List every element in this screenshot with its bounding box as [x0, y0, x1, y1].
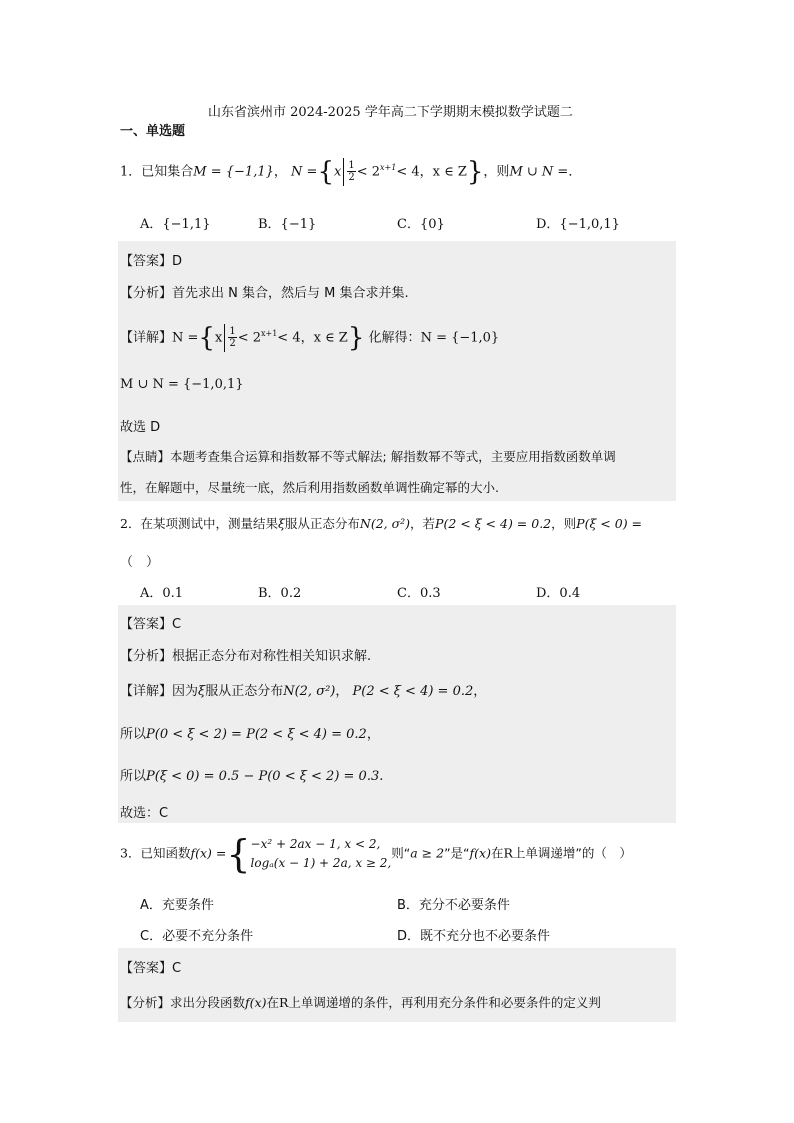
exponent: x+1 — [260, 329, 278, 338]
set-r: R — [503, 845, 513, 861]
option-a: A．{−1,1} — [140, 217, 211, 232]
prob-given: P(2 < ξ < 4) = 0.2 — [352, 684, 474, 699]
stem-text: 在某项测试中，测量结果 — [140, 516, 278, 531]
fraction-half — [347, 160, 355, 183]
frac-den: 2 — [229, 338, 236, 350]
union-line: M ∪ N = {−1,0,1} — [120, 377, 244, 392]
distribution: N(2, σ²) — [359, 516, 411, 531]
ineq-tail: < 4，x ∈ Z — [396, 164, 467, 180]
detail-label: 【详解】 — [120, 684, 173, 699]
stem-text: ，则 — [483, 164, 510, 180]
choose-line: 故选：C — [120, 806, 169, 821]
set-m: M = {−1,1} — [193, 164, 274, 180]
option-a: A．0.1 — [140, 586, 184, 601]
question-number: 2． — [120, 516, 141, 531]
analysis-label: 【分析】 — [120, 649, 173, 664]
function-ref: f(x) — [469, 845, 491, 861]
frac-num: 1 — [348, 160, 355, 172]
frac-den: 2 — [348, 172, 355, 184]
right-brace: } — [466, 156, 484, 187]
section-heading: 一、单选题 — [120, 124, 186, 139]
option-d: D．既不充分也不必要条件 — [397, 929, 551, 944]
stem-text: 在 — [490, 845, 504, 861]
stem-text: 已知集合 — [141, 164, 194, 180]
comment-line-2: 性，在解题中，尽量统一底，然后利用指数函数单调性确定幂的大小. — [120, 480, 499, 495]
zeta: ξ — [198, 684, 206, 699]
stem-text: ”是“ — [444, 845, 470, 861]
equation: P(ξ < 0) = 0.5 − P(0 < ξ < 2) = 0.3. — [146, 769, 384, 784]
comma: ， — [473, 684, 487, 699]
distribution: N(2, σ²) — [283, 684, 336, 699]
piece-1: −x² + 2ax − 1, x < 2, — [250, 837, 381, 851]
detail-line — [120, 680, 486, 699]
detail-text: 服从正态分布 — [205, 684, 284, 699]
function-label: f(x) = — [190, 845, 227, 861]
detail-post: 化解得： — [368, 330, 421, 346]
stem-text: ，若 — [410, 516, 436, 531]
left-brace: { — [317, 156, 334, 187]
answer-label: 【答案】C — [120, 961, 182, 976]
stem-text: 服从正态分布 — [284, 516, 360, 531]
detail-line — [120, 320, 499, 352]
stem-text: ，则 — [551, 516, 577, 531]
option-b: B．0.2 — [258, 586, 302, 601]
comma: ， — [366, 727, 380, 742]
analysis-text: 首先求出 N 集合，然后与 M 集合求并集. — [172, 286, 409, 301]
detail-result: N = {−1,0} — [420, 330, 500, 346]
left-brace: { — [198, 322, 215, 353]
piecewise — [251, 835, 392, 873]
option-d: D．0.4 — [536, 586, 581, 601]
detail-n: N = — [172, 330, 199, 346]
stem-text: 已知函数 — [140, 845, 191, 861]
detail-line-3 — [120, 765, 383, 784]
option-d: D．{−1,0,1} — [536, 217, 620, 232]
option-b: B．{−1} — [258, 217, 317, 232]
choose-line: 故选 D — [120, 420, 161, 435]
question-number: 1． — [120, 164, 142, 180]
question-2-stem — [120, 514, 642, 532]
option-c: C．0.3 — [397, 586, 441, 601]
option-c: C．{0} — [397, 217, 445, 232]
question-number: 3． — [120, 845, 141, 861]
stem-text: 则“ — [391, 845, 411, 861]
so-label: 所以 — [120, 727, 147, 742]
option-a: A．充要条件 — [140, 898, 214, 913]
set-n-var: x — [333, 164, 342, 180]
ineq-tail: < 4，x ∈ Z — [277, 330, 348, 346]
analysis-line — [120, 993, 601, 1011]
so-label: 所以 — [120, 769, 147, 784]
analysis-text: 上单调递增的条件，再利用充分条件和必要条件的定义判 — [288, 995, 601, 1010]
page-title: 山东省滨州市 2024-2025 学年高二下学期期末模拟数学试题二 — [208, 105, 573, 120]
question-3-stem — [120, 832, 632, 876]
detail-line-2 — [120, 723, 380, 742]
separator: ， — [273, 164, 287, 180]
comment-line-1 — [120, 447, 616, 465]
union-expr: M ∪ N = — [509, 164, 569, 180]
analysis-text: 根据正态分布对称性相关知识求解. — [172, 649, 372, 664]
piece-2: logₐ(x − 1) + 2a, x ≥ 2, — [250, 856, 392, 870]
zeta: ξ — [277, 516, 285, 531]
prob-question: P(ξ < 0) = — [576, 516, 643, 531]
set-bar — [343, 158, 344, 186]
condition: a ≥ 2 — [410, 845, 445, 861]
period: ． — [568, 164, 582, 180]
answer-label: 【答案】D — [120, 254, 183, 269]
right-brace: } — [347, 322, 365, 353]
function-ref: f(x) — [245, 995, 267, 1010]
detail-label: 【详解】 — [120, 330, 173, 346]
analysis-line — [120, 282, 409, 301]
piecewise-brace: { — [226, 832, 251, 876]
analysis-line — [120, 645, 371, 664]
option-b: B．充分不必要条件 — [397, 898, 510, 913]
set-bar — [224, 324, 225, 352]
analysis-label: 【分析】 — [120, 995, 171, 1010]
analysis-label: 【分析】 — [120, 286, 173, 301]
comment-label: 【点睛】 — [120, 449, 171, 464]
analysis-text: 求出分段函数 — [170, 995, 246, 1010]
fraction-half — [228, 326, 236, 349]
ineq: < 2 — [237, 330, 261, 346]
ineq: < 2 — [356, 164, 380, 180]
answer-paren: （ ） — [120, 555, 160, 570]
option-c: C．必要不充分条件 — [140, 929, 254, 944]
question-1-stem — [120, 154, 581, 186]
comment-text: 本题考查集合运算和指数幂不等式解法; 解指数幂不等式，主要应用指数函数单调 — [170, 449, 616, 464]
detail-text: 因为 — [172, 684, 199, 699]
analysis-text: 在 — [266, 995, 279, 1010]
detail-var: x — [214, 330, 223, 346]
exponent: x+1 — [380, 163, 397, 172]
answer-label: 【答案】C — [120, 617, 182, 632]
comma: ， — [335, 684, 349, 699]
equation: P(0 < ξ < 2) = P(2 < ξ < 4) = 0.2 — [146, 727, 367, 742]
stem-text: 上单调递增”的（ ） — [512, 845, 632, 861]
set-n-label: N = — [291, 164, 318, 180]
prob-given: P(2 < ξ < 4) = 0.2 — [435, 516, 552, 531]
frac-num: 1 — [229, 326, 236, 338]
set-r: R — [278, 995, 289, 1010]
solution-block-2 — [118, 605, 676, 823]
